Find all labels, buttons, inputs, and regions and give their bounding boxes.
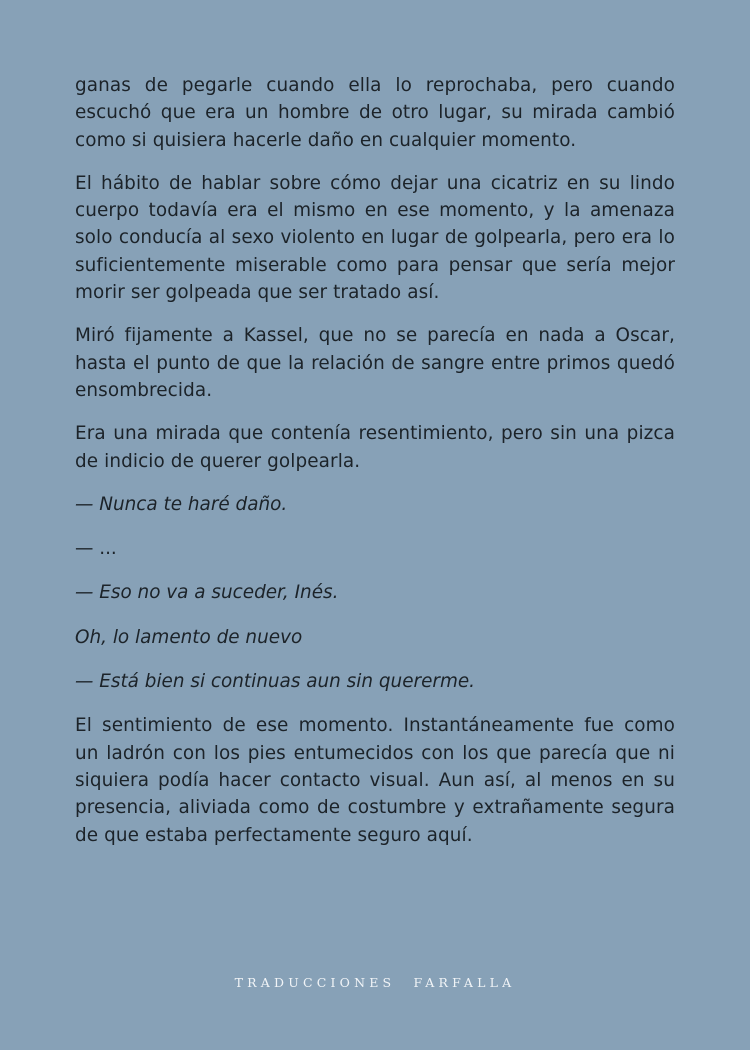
dialogue-line-4: Oh, lo lamento de nuevo (75, 626, 303, 648)
paragraph-1: ganas de pegarle cuando ella lo reprochaba, pero cuando escuchó que era un hombre de otro lugar, su mirada cambió como si quisiera hacerle daño en cualquier momento. (75, 75, 675, 151)
dialogue-line-2: — ... (75, 538, 117, 560)
paragraph-2: El hábito de hablar sobre cómo dejar una cicatriz en su lindo cuerpo todavía era el mismo en ese momento, y la amenaza solo conducía al sexo violento en lugar de golpearla, pero era lo suficientemente miserable como para pensar que sería mejor morir ser golpeada que ser tratado así. (75, 172, 675, 304)
dialogue-line-1: — Nunca te haré daño. (75, 493, 288, 515)
dialogue-line-3: — Eso no va a suceder, Inés. (75, 582, 339, 604)
paragraph-4: Era una mirada que contenía resentimiento, pero sin una pizca de indicio de querer golpearla. (75, 423, 675, 472)
paragraph-3: Miró fijamente a Kassel, que no se parecía en nada a Oscar, hasta el punto de que la relación de sangre entre primos quedó ensombrecida. (75, 325, 675, 401)
dialogue-line-5: — Está bien si continuas aun sin quererme. (75, 671, 476, 693)
page-body (75, 72, 675, 865)
footer-credit: TRADUCCIONES FARFALLA (234, 975, 516, 990)
closing-paragraph: El sentimiento de ese momento. Instantáneamente fue como un ladrón con los pies entumecidos con los que parecía que ni siquiera podía hacer contacto visual. Aun así, al menos en su presencia, aliviada como de costumbre y extrañamente segura de que estaba perfectamente seguro aquí. (75, 715, 675, 846)
